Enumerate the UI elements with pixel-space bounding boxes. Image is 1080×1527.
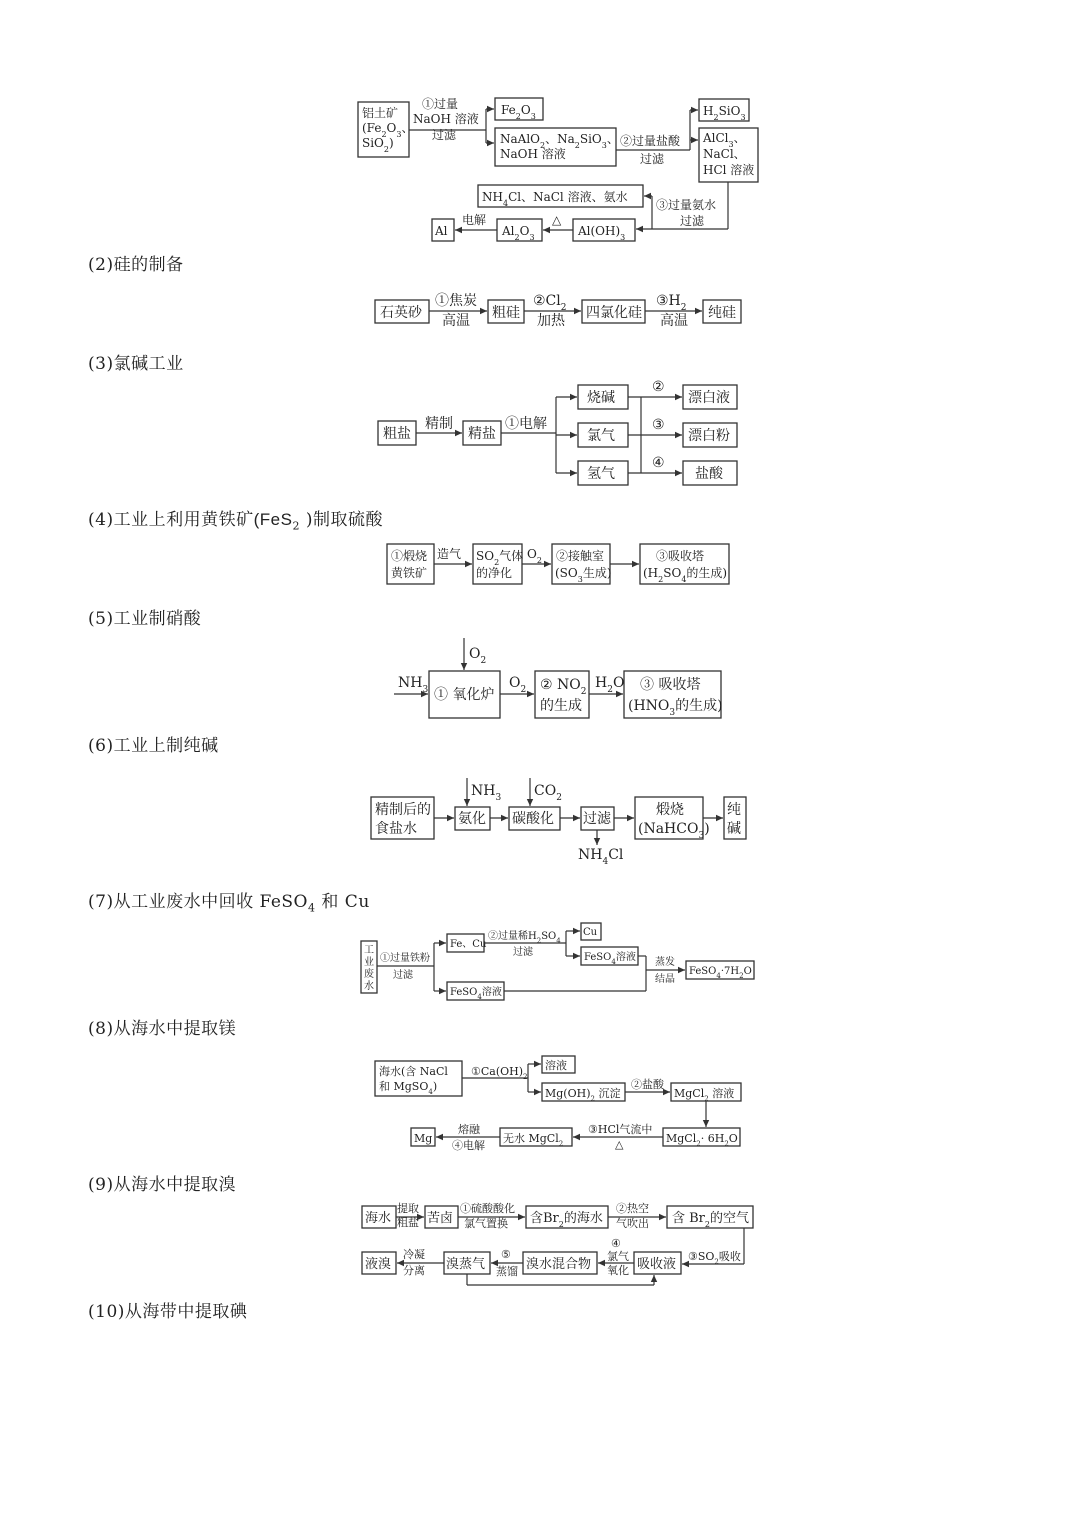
svg-text:气吹出: 气吹出: [616, 1217, 649, 1230]
aloh3-label: $Al(OH)_3$: [578, 224, 626, 242]
svg-text:(SO3生成): ($SO_3$生成): [555, 566, 612, 584]
feso4-cu-flow: [361, 923, 754, 1001]
svg-text:(HNO3的生成): ($HNO_3$的生成): [628, 698, 723, 718]
svg-text:H2O: $H_2O$: [595, 675, 625, 695]
svg-text:粗硅: 粗硅: [492, 305, 520, 321]
svg-text:②接触室: ②接触室: [556, 549, 605, 563]
svg-text:煅烧: 煅烧: [656, 802, 684, 818]
svg-text:的生成: 的生成: [540, 698, 582, 714]
svg-text:高温: 高温: [660, 313, 688, 329]
svg-text:①焦炭: ①焦炭: [435, 293, 477, 309]
heading-feso4-cu: (7)从工业废水中回收 FeSO$_4$ 和 Cu: [88, 892, 370, 915]
svg-text:碳酸化: 碳酸化: [512, 811, 554, 827]
al2o3-label: $Al_2O_3$: [502, 224, 535, 242]
heat-symbol: △: [552, 213, 562, 227]
svg-text:四氯化硅: 四氯化硅: [586, 305, 642, 321]
svg-text:氯气: 氯气: [607, 1250, 629, 1263]
svg-text:精制: 精制: [425, 416, 453, 432]
svg-text:①电解: ①电解: [505, 416, 547, 432]
sulfuric-acid-flow: [387, 544, 729, 584]
alumina-flow: [358, 96, 758, 242]
svg-text:① 氧化炉: ① 氧化炉: [434, 687, 495, 703]
al-step2-text: ②过量盐酸过滤: [620, 134, 681, 166]
heading-chlor-alkali: (3)氯碱工业: [88, 354, 184, 374]
svg-text:②Cl2: $②Cl_2$: [533, 293, 567, 313]
al-label: Al: [435, 224, 448, 238]
heading-soda-ash: (6)工业上制纯碱: [88, 736, 219, 756]
svg-text:液溴: 液溴: [365, 1257, 392, 1272]
svg-text:O2: $O_2$: [469, 646, 487, 666]
svg-text:O2: $O_2$: [527, 547, 542, 565]
svg-text:Mg: Mg: [414, 1132, 433, 1145]
svg-text:过滤: 过滤: [393, 970, 413, 981]
svg-text:氧化: 氧化: [607, 1264, 629, 1277]
svg-text:氢气: 氢气: [587, 466, 615, 482]
svg-text:③ 吸收塔: ③ 吸收塔: [640, 677, 701, 693]
bromine-flow: [362, 1201, 753, 1285]
svg-text:Cu: Cu: [583, 927, 598, 938]
svg-text:的净化: 的净化: [476, 566, 513, 580]
svg-text:蒸馏: 蒸馏: [496, 1265, 518, 1278]
svg-text:工: 工: [364, 945, 374, 956]
svg-text:①Ca(OH)2: $①Ca(OH)_2$: [471, 1065, 528, 1081]
svg-text:盐酸: 盐酸: [695, 466, 723, 482]
svg-text:NH3: $NH_3$: [471, 783, 502, 803]
svg-text:水: 水: [364, 981, 374, 992]
svg-text:加热: 加热: [537, 313, 565, 329]
heading-iodine: (10)从海带中提取碘: [88, 1302, 248, 1322]
svg-text:NH4Cl: $NH_4Cl$: [578, 847, 624, 867]
svg-text:纯硅: 纯硅: [708, 305, 736, 321]
svg-text:溶液: 溶液: [545, 1059, 567, 1072]
heading-bromine: (9)从海水中提取溴: [88, 1175, 237, 1195]
alcl3-label: AlCl$_3$、 NaCl、 HCl 溶液: [703, 131, 755, 177]
svg-text:Fe、Cu: Fe、Cu: [450, 939, 487, 950]
svg-text:③H2: $③H_2$: [656, 293, 687, 313]
svg-text:①硫酸酸化: ①硫酸酸化: [460, 1202, 515, 1215]
svg-text:①过量铁粉: ①过量铁粉: [380, 953, 430, 964]
chlor-alkali-flow: [378, 379, 737, 485]
h2sio3-label: $H_2SiO_3$: [703, 104, 746, 122]
svg-text:MgCl2· 6H2O: MgCl$_2$· $6H_2O$: [666, 1132, 738, 1148]
heading-nitric-acid: (5)工业制硝酸: [88, 609, 202, 629]
svg-text:苦卤: 苦卤: [427, 1211, 454, 1226]
svg-text:④: ④: [611, 1237, 621, 1250]
svg-text:②: ②: [652, 379, 665, 395]
svg-text:⑤: ⑤: [501, 1248, 511, 1261]
electrolysis-label: 电解: [462, 213, 487, 227]
svg-text:FeSO4溶液: FeSO$_4$溶液: [450, 987, 502, 1001]
svg-text:吸收液: 吸收液: [637, 1257, 677, 1272]
svg-text:漂白液: 漂白液: [688, 390, 730, 406]
al-step3-text: ③过量氨水过滤: [656, 198, 717, 228]
svg-text:无水 MgCl2: 无水 MgCl$_2$: [503, 1132, 564, 1148]
nitric-acid-flow: [394, 638, 723, 718]
svg-text:高温: 高温: [442, 313, 470, 329]
svg-text:NH3: $NH_3$: [398, 675, 429, 695]
bauxite-label: 铝土矿($Fe_2O_3$、 SiO$_2$): [362, 106, 414, 154]
svg-text:②过量稀H2SO4: ②过量稀$H_2SO_4$: [488, 931, 561, 945]
svg-text:①煅烧: ①煅烧: [391, 549, 428, 563]
svg-text:冷凝: 冷凝: [403, 1248, 425, 1261]
svg-text:提取: 提取: [397, 1202, 419, 1215]
svg-text:(H2SO4的生成): ($H_2SO_4$的生成): [643, 566, 728, 584]
svg-text:含 Br2的空气: 含 $Br_2$的空气: [672, 1211, 750, 1229]
svg-text:氯气置换: 氯气置换: [464, 1217, 508, 1230]
svg-text:③吸收塔: ③吸收塔: [656, 549, 705, 563]
svg-text:碱: 碱: [727, 821, 741, 837]
svg-text:废: 废: [364, 969, 374, 980]
svg-text:精盐: 精盐: [468, 426, 496, 442]
svg-text:烧碱: 烧碱: [587, 390, 615, 406]
svg-text:海水(含 NaCl: 海水(含 NaCl: [379, 1065, 448, 1078]
svg-text:Mg(OH)2 沉淀: $Mg(OH)_2$ 沉淀: [545, 1087, 621, 1103]
svg-text:纯: 纯: [727, 802, 741, 818]
svg-text:熔融: 熔融: [458, 1123, 480, 1136]
svg-text:氯气: 氯气: [587, 428, 615, 444]
svg-text:FeSO4·7H2O: $FeSO_4\cdot 7H_2O$: [689, 966, 752, 980]
svg-text:△: △: [615, 1138, 624, 1151]
magnesium-flow: [375, 1056, 741, 1152]
svg-text:④: ④: [652, 455, 665, 471]
svg-text:②热空: ②热空: [616, 1202, 649, 1215]
svg-text:③HCl气流中: ③HCl气流中: [588, 1123, 653, 1136]
svg-text:粗盐: 粗盐: [397, 1216, 419, 1229]
heading-sulfuric-acid: (4)工业上利用黄铁矿(FeS$_2$ )制取硫酸: [88, 510, 383, 533]
svg-text:和 MgSO4): 和 MgSO$_4$): [379, 1080, 438, 1096]
svg-text:③: ③: [652, 417, 665, 433]
svg-text:结晶: 结晶: [655, 974, 675, 985]
al-step1-text: ①过量 NaOH 溶液过滤: [413, 97, 479, 142]
naalo2-label: NaAlO$_2$、$Na_2SiO_3$、 NaOH 溶液: [500, 132, 619, 161]
svg-text:石英砂: 石英砂: [380, 305, 422, 321]
svg-text:粗盐: 粗盐: [383, 426, 411, 442]
svg-text:海水: 海水: [365, 1211, 392, 1226]
svg-text:(NaHCO3): (NaHCO$_3$): [638, 821, 710, 841]
silicon-flow: [375, 292, 741, 329]
svg-text:蒸发: 蒸发: [655, 957, 675, 968]
svg-text:② NO2: ② $NO_2$: [540, 677, 587, 697]
svg-text:过滤: 过滤: [513, 947, 533, 958]
svg-text:分离: 分离: [403, 1264, 425, 1277]
svg-text:过滤: 过滤: [583, 811, 611, 827]
svg-text:精制后的: 精制后的: [375, 802, 431, 818]
nh4cl-label: $NH_4Cl$、NaCl 溶液、氨水: [482, 190, 628, 208]
svg-text:溴水混合物: 溴水混合物: [526, 1257, 592, 1272]
svg-text:食盐水: 食盐水: [375, 821, 417, 837]
svg-text:②盐酸: ②盐酸: [631, 1078, 664, 1091]
heading-magnesium: (8)从海水中提取镁: [88, 1019, 237, 1039]
svg-text:造气: 造气: [437, 547, 462, 561]
svg-text:③SO2吸收: $③SO_2$吸收: [688, 1250, 741, 1266]
svg-text:O2: $O_2$: [509, 675, 527, 695]
svg-text:漂白粉: 漂白粉: [688, 428, 730, 444]
svg-text:业: 业: [364, 957, 374, 968]
svg-text:含Br2的海水: 含$Br_2$的海水: [530, 1211, 603, 1229]
svg-text:FeSO4溶液: FeSO$_4$溶液: [584, 952, 636, 966]
svg-text:④电解: ④电解: [452, 1139, 485, 1152]
heading-silicon: (2)硅的制备: [88, 255, 184, 275]
svg-text:CO2: $CO_2$: [534, 783, 562, 803]
svg-text:MgCl2 溶液: MgCl$_2$ 溶液: [674, 1087, 735, 1103]
svg-text:黄铁矿: 黄铁矿: [391, 566, 428, 580]
svg-text:SO2气体: $SO_2$气体: [476, 549, 524, 567]
svg-text:溴蒸气: 溴蒸气: [446, 1257, 486, 1272]
fe2o3-label: $Fe_2O_3$: [501, 103, 536, 121]
soda-ash-flow: [371, 778, 746, 867]
svg-text:氨化: 氨化: [458, 811, 486, 827]
